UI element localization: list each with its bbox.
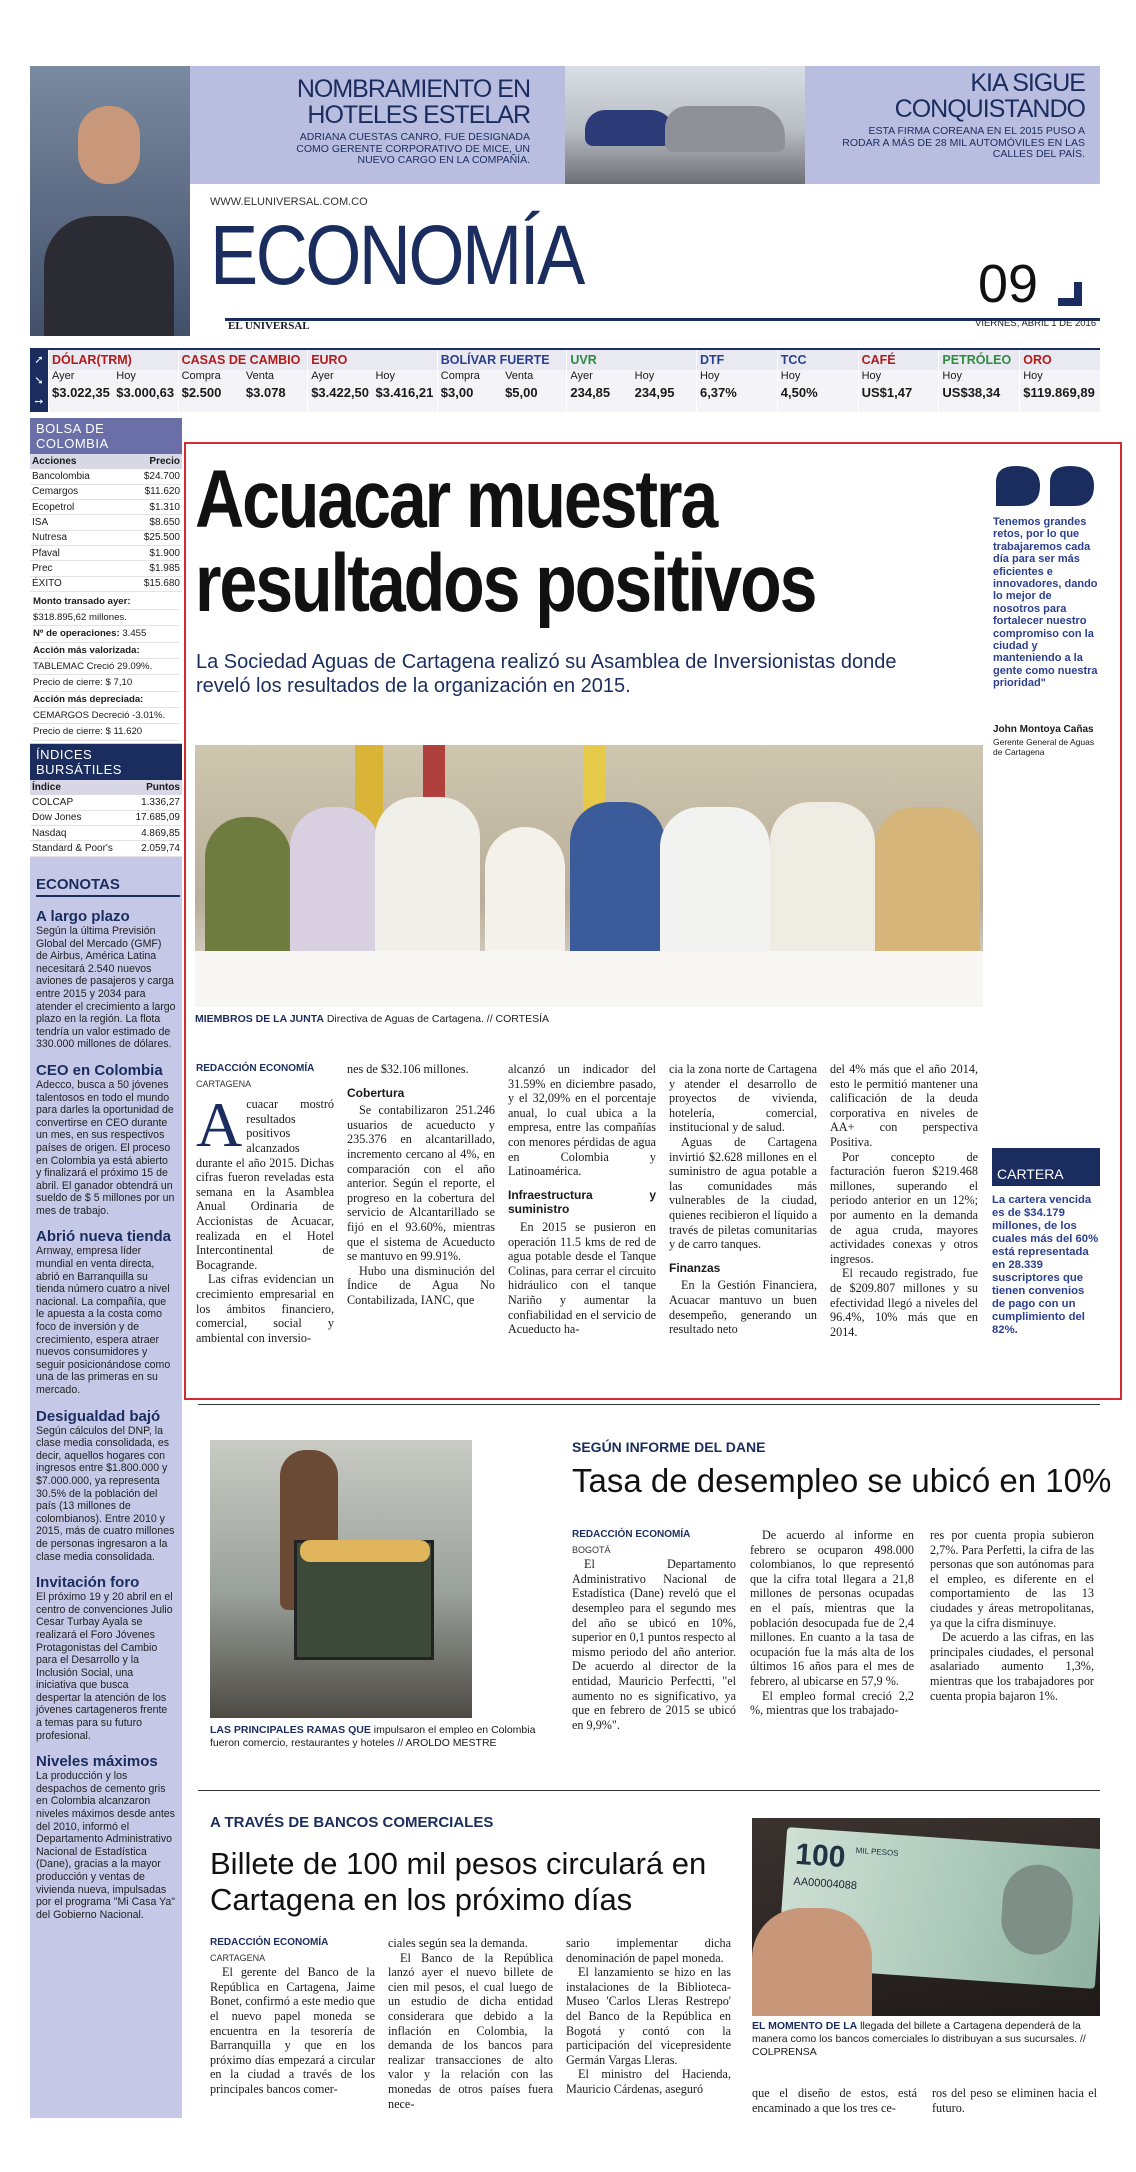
- econota-text: La producción y los despachos de cemento gris en Colombia alcanzaron niveles máximos desde antes del 2010, informó el Departamento Administrativo Nacional de Estadística (Dane), gracias a la mayor producción y ventas de vivienda nueva, impulsadas por el programa "Mi Casa Ya" del Gobierno Nacional.: [36, 1770, 176, 1921]
- market-cell: [696, 350, 777, 412]
- portrait-body: [44, 216, 174, 336]
- billete-col2-text: ciales según sea la demanda.: [388, 1936, 528, 1950]
- stock-name: Nutresa: [30, 530, 122, 545]
- dane-kicker: SEGÚN INFORME DEL DANE: [572, 1439, 766, 1455]
- econota-item: [36, 1575, 180, 1742]
- bolsa-note-value: 3.455: [122, 628, 147, 640]
- market-label-1: Hoy: [699, 370, 720, 382]
- bolsa-row: [30, 530, 182, 545]
- market-arrows: ➚ ➘ ➙: [30, 350, 48, 412]
- head-table: [195, 951, 983, 1007]
- bolsa-col-acciones: Acciones: [30, 454, 122, 469]
- econota-title: Invitación foro: [36, 1574, 140, 1592]
- market-cell: [566, 350, 696, 412]
- indices-row: [30, 841, 182, 856]
- bolsa-note: [33, 724, 179, 740]
- market-labels: [1020, 370, 1100, 385]
- bolsa-notes: [30, 592, 182, 743]
- quote-mark-icon: [992, 462, 1102, 510]
- main-col2c-text: Hubo una disminución del Índice de Agua No Contabilizada, IANC, que: [347, 1263, 495, 1307]
- market-value-2: $3.000,63: [116, 385, 175, 400]
- market-name: PETRÓLEO: [939, 350, 1019, 370]
- market-value-2: [1000, 385, 1019, 403]
- board-caption-bold: MIEMBROS DE LA JUNTA: [195, 1013, 324, 1025]
- bolsa-row: [30, 500, 182, 515]
- dane-col2b-text: El empleo formal creció 2,2 %, mientras que los trabajado-: [750, 1688, 914, 1718]
- stock-name: Ecopetrol: [30, 500, 122, 515]
- main-dek: La Sociedad Aguas de Cartagena realizó su Asamblea de Inversionistas donde reveló los resultados de la organización en 2015.: [196, 651, 897, 697]
- main-col-2: [347, 1062, 495, 1308]
- econotas-title: ECONOTAS: [36, 876, 180, 897]
- bolsa-row: [30, 576, 182, 591]
- bolsa-col-precio: Precio: [122, 454, 182, 469]
- bolsa-note-value: Precio de cierre: $ 11.620: [33, 726, 143, 738]
- market-cell: [1019, 350, 1100, 412]
- main-col-1: [196, 1062, 334, 1345]
- market-labels: [567, 370, 696, 385]
- market-cell: [48, 350, 178, 412]
- market-name: CASAS DE CAMBIO: [179, 350, 308, 370]
- market-cell: [178, 350, 308, 412]
- billete-headline[interactable]: Billete de 100 mil pesos circulará en Cartagena en los próximo días: [210, 1846, 707, 1917]
- cartera-title: CARTERA: [992, 1148, 1100, 1186]
- index-name: Nasdaq: [30, 826, 127, 841]
- econota-item: [36, 1409, 180, 1564]
- market-label-2: Hoy: [116, 370, 136, 382]
- market-label-2: Hoy: [375, 370, 396, 382]
- bolsa-note-value: TABLEMAC Creció 29.09%.: [33, 661, 153, 673]
- portrait-face: [78, 106, 140, 184]
- vendor-fruit: [300, 1540, 430, 1562]
- indices-col-indice: Índice: [30, 780, 127, 795]
- stock-name: Cemargos: [30, 484, 122, 499]
- banknote-caption: [752, 2020, 1100, 2059]
- issue-date: VIERNES, ABRIL 1 DE 2016: [975, 318, 1097, 329]
- market-value-1: $119.869,89: [1023, 385, 1095, 400]
- dane-col-2: [750, 1528, 914, 1718]
- market-strip: [30, 348, 1100, 412]
- market-name: CAFÉ: [859, 350, 939, 370]
- econotas-panel: [36, 876, 180, 1921]
- econotas-items: [36, 909, 180, 1921]
- main-col1b-text: Las cifras evidencian un crecimiento empresarial en los ámbitos financiero, comercial, social y ambiental con inversio-: [196, 1272, 334, 1345]
- market-value-1: 234,85: [570, 385, 611, 400]
- banknote-caption-bold: EL MOMENTO DE LA: [752, 2020, 858, 2032]
- indices-title: ÍNDICES BURSÁTILES: [30, 744, 182, 780]
- pull-quote: Tenemos grandes retos, por lo que trabajaremos cada día para ser más eficientes e innovadores, dando lo mejor de nosotros para fortalecer nuestro compromiso con la ciudad y manteniendo a la gente como nuestra prioridad": [993, 516, 1098, 690]
- main-byline-place: CARTAGENA: [196, 1078, 252, 1089]
- hand: [752, 1908, 872, 2016]
- bolsa-title: BOLSA DE COLOMBIA: [30, 418, 182, 454]
- stock-name: Pfaval: [30, 545, 122, 560]
- market-values: [179, 385, 308, 403]
- econota-item: [36, 909, 180, 1051]
- market-value-1: 4,50%: [780, 385, 818, 400]
- main-col5c-text: El recaudo registrado, fue de $209.807 millones y su efectividad llegó a niveles del 96.4%, 10% más que en 2014.: [830, 1266, 978, 1339]
- dane-col1-text: El Departamento Administrativo Nacional de Estadística (Dane) reveló que el desempleo para el segundo mes del año se ubicó en 10%, superior en 0,1 puntos respecto al mismo periodo del año anterior. De acuerdo al director de la entidad, Mauricio Perfectti, "el aumento no es significativo, ya que en febrero de 2015 se ubicó en 9,9%".: [572, 1557, 736, 1732]
- market-label-1: Compra: [440, 370, 480, 382]
- market-name: DÓLAR(TRM): [49, 350, 178, 370]
- market-label-1: Hoy: [942, 370, 962, 382]
- billete-col1-text: El gerente del Banco de la República en Cartagena, Jaime Bonet, confirmó a este medio que el nuevo papel moneda se encuentra en la tesorería de Barranquilla y que en los próximo días empezará a circular en la ciudad a través de los principales bancos comer-: [210, 1965, 375, 2096]
- teaser-car-photo: [565, 66, 805, 184]
- market-cell: [437, 350, 567, 412]
- billete-rule: [198, 1790, 1100, 1791]
- main-col2-heading: Cobertura: [347, 1085, 405, 1100]
- main-col4c-text: En la Gestión Financiera, Acuacar mantuvo un buen desempeño, generando un resultado neto: [669, 1278, 817, 1337]
- market-values: [697, 385, 777, 403]
- market-value-1: US$38,34: [942, 385, 1001, 400]
- market-label-1: Hoy: [780, 370, 801, 382]
- teaser-left[interactable]: [290, 76, 530, 167]
- market-labels: [179, 370, 308, 385]
- main-col2b-text: Se contabilizaron 251.246 usuarios de acueducto y 235.376 en alcantarillado, incremento cercano al 4%, en comparación con el año anterior. Según el reporte, el progreso en la cobertura del servicio de Alcantarillado se fijó en el 93.60%, mientras que el sistema de Acueducto se mantuvo en 99.91%.: [347, 1103, 495, 1264]
- billete-col-2: [388, 1936, 553, 2111]
- billete-col5-text: ros del peso se eliminen hacia el futuro.: [932, 2086, 1097, 2115]
- market-labels: [697, 370, 777, 385]
- market-labels: [939, 370, 1019, 385]
- board-caption-text: Directiva de Aguas de Cartagena. // CORTESÍA: [326, 1013, 550, 1025]
- market-label-1: Hoy: [861, 370, 882, 382]
- main-col2a-text: nes de $32.106 millones.: [347, 1062, 469, 1076]
- banknote-serial: AA00004088: [793, 1875, 858, 1893]
- bolsa-row: [30, 469, 182, 484]
- market-labels: [438, 370, 567, 385]
- index-points: 4.869,85: [127, 826, 182, 841]
- stock-price: $11.620: [122, 484, 182, 499]
- econota-item: [36, 1754, 180, 1921]
- board-caption: [195, 1013, 549, 1025]
- stock-price: $24.700: [122, 469, 182, 484]
- teaser-right-title: KIA SIGUE CONQUISTANDO: [894, 69, 1085, 123]
- market-name: TCC: [778, 350, 858, 370]
- bolsa-note: [33, 610, 179, 626]
- market-value-2: $5,00: [505, 385, 538, 400]
- market-labels: [859, 370, 939, 385]
- bolsa-note-value: Precio de cierre: $ 7,10: [33, 677, 133, 689]
- market-values: [49, 385, 178, 403]
- market-labels: [778, 370, 858, 385]
- billete-byline: [210, 1936, 375, 1965]
- market-values: [778, 385, 858, 403]
- main-col-4: [669, 1062, 817, 1337]
- bolsa-row: [30, 545, 182, 560]
- billete-col-4: [752, 2086, 917, 2115]
- market-values: [567, 385, 696, 403]
- quote-author: John Montoya Cañas: [993, 724, 1094, 735]
- indices-panel: [30, 744, 182, 857]
- teaser-right-text: ESTA FIRMA COREANA EN EL 2015 PUSO A RODAR A MÁS DE 28 MIL AUTOMÓVILES EN LAS CALLES DEL PAÍS.: [842, 125, 1085, 160]
- stock-price: $8.650: [122, 515, 182, 530]
- teaser-right[interactable]: [830, 70, 1085, 161]
- market-labels: [49, 370, 178, 385]
- billete-col-3: [566, 1936, 731, 2097]
- main-col4b-text: Aguas de Cartagena invirtió $2.628 millones en el suministro de agua potable a las comunidades más vulnerables de la ciudad, quienes recibieron el líquido a través de piletas comunitarias y de carro tanques.: [669, 1134, 817, 1252]
- board-photo: [195, 745, 983, 1007]
- market-label-2: [979, 370, 1019, 385]
- dane-headline[interactable]: Tasa de desempleo se ubicó en 10%: [572, 1462, 1112, 1499]
- main-byline-name: REDACCIÓN ECONOMÍA: [196, 1063, 315, 1074]
- main-col3a-text: alcanzó un indicador del 31.59% en diciembre pasado, y el 32,09% en el porcentaje anual, lo cual ubica a la empresa, entre las compañías con menores pérdidas de agua en Colombia y Latinoamérica.: [508, 1062, 656, 1179]
- bolsa-note-value: CEMARGOS Decreció -3.01%.: [33, 709, 166, 721]
- teaser-left-text: ADRIANA CUESTAS CANRO, FUE DESIGNADA COMO GERENTE CORPORATIVO DE MICE, UN NUEVO CARGO EN LA COMPAÑÍA.: [296, 131, 530, 166]
- main-col3b-text: En 2015 se pusieron en operación 11.5 kms de red de agua potable desde el Tanque Colinas, para cerrar el circuito hidráulico con el tanque Nariño y aumentar la confiabilidad en el servicio de Acueducto ha-: [508, 1219, 656, 1337]
- stock-price: $1.900: [122, 545, 182, 560]
- econota-text: Adecco, busca a 50 jóvenes talentosos en todo el mundo para darles la oportunidad de convertirse en CEO durante un mes, en sus respectivos países de origen. El proceso en Colombia ya está abierto y finalizará el próximo 15 de abril. El ganador obtendrá un sueldo de $ 5 millones por un mes de trabajo.: [36, 1078, 175, 1217]
- market-value-2: [1095, 385, 1100, 403]
- billete-col-5: [932, 2086, 1097, 2115]
- market-name: EURO: [308, 350, 437, 370]
- indices-row: [30, 826, 182, 841]
- indices-row: [30, 810, 182, 825]
- main-col5b-text: Por concepto de facturación fueron $219.468 millones, superando el periodo anterior en un 12%; por aumento en la demanda de agua cruda, mayores actividades conexas y otros ingresos.: [830, 1149, 978, 1266]
- stock-name: ISA: [30, 515, 122, 530]
- market-cell: [777, 350, 858, 412]
- bolsa-note: [33, 626, 179, 642]
- market-name: ORO: [1020, 350, 1100, 370]
- stock-price: $15.680: [122, 576, 182, 591]
- market-label-1: Ayer: [570, 370, 593, 382]
- stock-price: $1.985: [122, 561, 182, 576]
- market-label-2: [818, 370, 858, 385]
- main-col3-heading: Infraestructura y suministro: [508, 1187, 656, 1217]
- section-title: ECONOMÍA: [210, 208, 583, 302]
- teaser-portrait-photo: [30, 66, 190, 336]
- market-label-2: Venta: [505, 370, 534, 382]
- econota-text: Según cálculos del DNP, la clase media consolidada, es decir, aquellos hogares con ingresos entre $1.800.000 y $7.000.000, ya representa 30.5% de la población del país (13 millones de colombianos). Entre 2010 y 2015, más de cuatro millones de personas ingresaron a la clase media consolidada.: [36, 1424, 175, 1563]
- market-cells: [48, 350, 1100, 412]
- market-name: UVR: [567, 350, 696, 370]
- bolsa-row: [30, 561, 182, 576]
- banknote-caption-text: llegada del billete a Cartagena dependerá de la manera como los bancos comerciales lo distribuyan a sus sucursales. // COLPRENSA: [752, 2020, 1086, 2058]
- market-value-2: [818, 385, 858, 403]
- billete-col3c-text: El ministro del Hacienda, Mauricio Cárdenas, aseguró: [566, 2067, 731, 2096]
- market-values: [438, 385, 567, 403]
- econota-text: El próximo 19 y 20 abril en el centro de convenciones Julio Cesar Turbay Ayala se realizará el Foro Jóvenes Protagonistas del Cambio para el Desarrollo y la Inclusión Social, una iniciativa que busca despertar la atención de los jóvenes cartageneros frente a temas para su futuro profesional.: [36, 1591, 173, 1742]
- market-label-1: Compra: [181, 370, 221, 382]
- market-value-1: $3.022,35: [52, 385, 110, 400]
- billete-byline-name: REDACCIÓN ECONOMÍA: [210, 1937, 329, 1948]
- dane-byline: [572, 1528, 736, 1557]
- cartera-box: [992, 1148, 1100, 1337]
- econota-title: CEO en Colombia: [36, 1061, 163, 1079]
- bolsa-note: [33, 708, 179, 724]
- bolsa-note: [33, 659, 179, 675]
- market-value-2: [737, 385, 777, 403]
- econota-item: [36, 1063, 180, 1218]
- dane-col2-text: De acuerdo al informe en febrero se ocuparon 498.000 colombianos, lo que representó que la cifra total llegara a 21,8 millones de personas ocupadas en el país, mientras que la población desocupada fue de 2,4 millones. En cuanto a la tasa de ocupación fue la más alta de los últimos 16 años para el mes de febrero, al ubicarse en 57,9 %.: [750, 1528, 914, 1688]
- index-points: 17.685,09: [127, 810, 182, 825]
- market-label-1: Ayer: [52, 370, 75, 382]
- econota-item: [36, 1229, 180, 1396]
- dane-byline-place: BOGOTÁ: [572, 1544, 611, 1555]
- index-points: 1.336,27: [127, 795, 182, 810]
- bolsa-row: [30, 515, 182, 530]
- stock-name: Bancolombia: [30, 469, 122, 484]
- market-label-2: [737, 370, 777, 385]
- market-value-2: 234,95: [634, 385, 675, 400]
- econota-title: Abrió nueva tienda: [36, 1228, 172, 1246]
- bolsa-row: [30, 484, 182, 499]
- billete-kicker: A TRAVÉS DE BANCOS COMERCIALES: [210, 1814, 494, 1831]
- bolsa-note: [33, 692, 179, 708]
- econota-text: Según la última Previsión Global del Mercado (GMF) de Airbus, América Latina necesitará 2.540 nuevos aviones de pasajeros y carga entre 2015 y 2034 para atender el crecimiento a largo plazo en la región. La flota tendría un valor estimado de 330.000 millones de dólares.: [36, 925, 176, 1051]
- dane-col3-text: res por cuenta propia subieron 2,7%. Para Perfetti, la cifra de las personas que son autónomas para el empleo, es diferente en el comportamiento de las 13 ciudades y áreas metropolitanas, ya que la cifra disminuye.: [930, 1528, 1094, 1630]
- stock-price: $25.500: [122, 530, 182, 545]
- main-col-5: [830, 1062, 978, 1339]
- page-arrow-icon: [1044, 268, 1090, 314]
- market-cell: [938, 350, 1019, 412]
- billete-col2b-text: El Banco de la República lanzó ayer el nuevo billete de cien mil pesos, el cual luego de un estudio de dicha entidad considerara que debido a la inflación en Colombia, la demanda de los bancos para realizar transacciones de alto valor y la relación con las monedas de otros países fuera nece-: [388, 1950, 553, 2111]
- bolsa-note-label: Nº de operaciones:: [33, 628, 120, 640]
- market-name: DTF: [697, 350, 777, 370]
- dane-col-3: [930, 1528, 1094, 1703]
- billete-col3-text: sario implementar dicha denominación de papel moneda.: [566, 1936, 731, 1965]
- vendor-caption-bold: LAS PRINCIPALES RAMAS QUE: [210, 1724, 371, 1736]
- market-cell: [307, 350, 437, 412]
- main-col4a-text: cia la zona norte de Cartagena y atender el desarrollo de proyectos de vivienda, hotelería, comercial, institucional y de salud.: [669, 1062, 817, 1135]
- banknote-number: 100: [794, 1837, 847, 1875]
- market-label-1: Ayer: [311, 370, 334, 382]
- market-name: BOLÍVAR FUERTE: [438, 350, 567, 370]
- stock-name: ÉXITO: [30, 576, 122, 591]
- banknote-word: MIL PESOS: [855, 1845, 899, 1858]
- index-points: 2.059,74: [127, 841, 182, 856]
- index-name: Dow Jones: [30, 810, 127, 825]
- site-url[interactable]: WWW.ELUNIVERSAL.COM.CO: [210, 196, 368, 208]
- market-value-2: $3.416,21: [375, 385, 434, 400]
- market-label-2: Hoy: [634, 370, 655, 382]
- market-value-1: $2.500: [181, 385, 222, 400]
- billete-col3b-text: El lanzamiento se hizo en las instalaciones de la Biblioteca-Museo 'Carlos Lleras Restrepo' del Banco de la República en Bogotá y contó con la participación del vicepresidente Germán Vargas Lleras.: [566, 1965, 731, 2067]
- dane-byline-name: REDACCIÓN ECONOMÍA: [572, 1529, 691, 1540]
- market-values: [308, 385, 437, 403]
- bolsa-panel: [30, 418, 182, 743]
- main-dropcap: A: [196, 1089, 243, 1161]
- dane-rule: [198, 1404, 1100, 1405]
- masthead-rule: [225, 318, 1100, 321]
- car-shape-1: [585, 110, 675, 146]
- vendor-photo: [210, 1440, 472, 1718]
- teaser-left-title: NOMBRAMIENTO EN HOTELES ESTELAR: [296, 75, 530, 129]
- dane-col3b-text: De acuerdo a las cifras, en las principales ciudades, el personal asalariado aumento 1,3%, mientras que los trabajadores por cuenta propia bajaron 1%.: [930, 1630, 1094, 1703]
- econota-title: Desigualdad bajó: [36, 1407, 161, 1425]
- market-label-2: Venta: [245, 370, 275, 382]
- market-values: [1020, 385, 1100, 403]
- market-value-1: 6,37%: [699, 385, 737, 400]
- main-headline: Acuacar muestra resultados positivos: [195, 454, 816, 629]
- index-name: Standard & Poor's: [30, 841, 127, 856]
- econota-text: Arnway, empresa líder mundial en venta directa, abrió en Barranquilla su tienda número cuatro a nivel nacional. La compañía, que le apuesta a la costa como foco de inversión y de crecimiento, espera atraer nuevos consumidores y seguir posicionándose como una de las primeras en su mercado.: [36, 1245, 171, 1396]
- billete-byline-place: CARTAGENA: [210, 1952, 266, 1963]
- market-label-2: [1060, 370, 1100, 385]
- market-value-2: [912, 385, 938, 403]
- market-values: [939, 385, 1019, 403]
- main-col-3: [508, 1062, 656, 1337]
- market-label-2: [899, 370, 939, 385]
- stock-price: $1.310: [122, 500, 182, 515]
- dane-col-1: [572, 1528, 736, 1732]
- page-number: 09: [978, 254, 1039, 314]
- stock-name: Prec: [30, 561, 122, 576]
- bolsa-note-label: Monto transado ayer:: [33, 595, 131, 607]
- vendor-caption-text: impulsaron el empleo en Colombia fueron comercio, restaurantes y hoteles // AROLDO MESTRE: [210, 1724, 536, 1749]
- main-col5a-text: del 4% más que el año 2014, esto le permitió mantener una calificación de la deuda corporativa en niveles de AA+ con perspectiva Positiva.: [830, 1062, 978, 1149]
- bolsa-note: [33, 643, 179, 659]
- bolsa-note-label: Acción más valorizada:: [33, 644, 140, 656]
- bolsa-note-label: Acción más depreciada:: [33, 693, 144, 705]
- banknote-portrait: [999, 1862, 1075, 1957]
- billete-col4-text: que el diseño de estos, está encaminado a que los tres ce-: [752, 2086, 917, 2115]
- market-values: [859, 385, 939, 403]
- market-value-1: $3,00: [440, 385, 474, 400]
- billete-col-1: [210, 1936, 375, 2097]
- paper-name: EL UNIVERSAL: [228, 320, 310, 332]
- indices-row: [30, 795, 182, 810]
- main-col1-text: cuacar mostró resultados positivos alcanzados durante el año 2015. Dichas cifras fueron reveladas esta semana en la Asamblea Anual Ordinaria de Accionistas de Acuacar, realizada en el Hotel Intercontinental de Bocagrande.: [196, 1097, 334, 1272]
- indices-table: [30, 780, 182, 857]
- bolsa-table: [30, 454, 182, 592]
- market-label-1: Hoy: [1023, 370, 1043, 382]
- index-name: COLCAP: [30, 795, 127, 810]
- banknote-photo: [752, 1818, 1100, 2016]
- quote-role: Gerente General de Aguas de Cartagena: [993, 737, 1095, 757]
- main-col4-heading: Finanzas: [669, 1260, 721, 1275]
- car-shape-2: [665, 106, 785, 152]
- econota-title: Niveles máximos: [36, 1753, 158, 1771]
- econota-title: A largo plazo: [36, 908, 130, 925]
- cartera-text: La cartera vencida es de $34.179 millones, de los cuales más del 60% está representada en 28.339 suscriptores que tienen convenios de pago con un cumplimiento del 82%.: [992, 1194, 1099, 1336]
- market-cell: [858, 350, 939, 412]
- market-labels: [308, 370, 437, 385]
- vendor-caption: [210, 1724, 540, 1750]
- bolsa-note-value: $318.895,62 millones.: [33, 612, 127, 624]
- market-value-1: $3.422,50: [311, 385, 370, 400]
- bolsa-note: [33, 594, 179, 610]
- main-byline: [196, 1062, 334, 1091]
- indices-col-puntos: Puntos: [127, 780, 182, 795]
- market-value-1: US$1,47: [861, 385, 913, 400]
- market-value-2: $3.078: [245, 385, 286, 400]
- bolsa-note: [33, 675, 179, 691]
